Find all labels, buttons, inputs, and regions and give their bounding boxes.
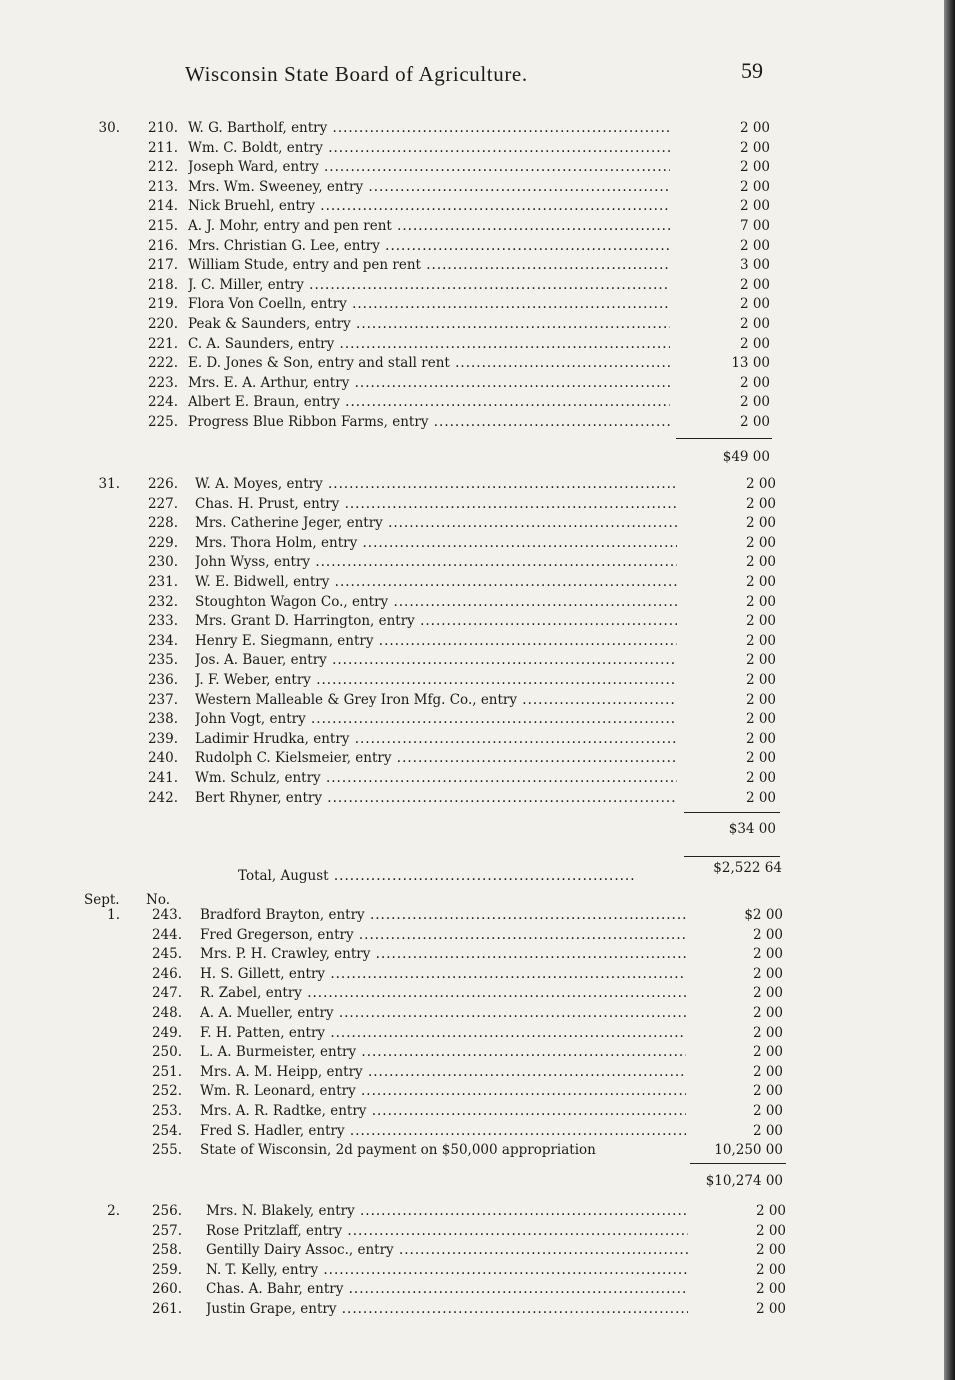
entry-amount: 2 00 <box>755 1261 786 1278</box>
entry-amount: 2 00 <box>745 789 776 806</box>
payer-name: Mrs. Wm. Sweeney, entry ..... <box>188 177 670 197</box>
entry-number: 222. <box>147 355 178 372</box>
payer-name: Peak & Saunders, entry ..... <box>188 314 670 334</box>
entry-amount: 2 00 <box>739 316 770 332</box>
ledger-row <box>0 314 944 334</box>
payer-name: Western Malleable & Grey Iron Mfg. Co., entry ..... <box>195 690 677 710</box>
ledger-row <box>0 788 944 808</box>
entry-number: 248. <box>151 1005 182 1021</box>
entry-amount: 2 00 <box>739 296 770 313</box>
entry-amount: 7 00 <box>739 218 770 234</box>
payer-name: Gentilly Dairy Assoc., entry ..... <box>206 1240 688 1260</box>
total-august-row <box>238 866 678 886</box>
entry-number: 228. <box>147 515 178 532</box>
entry-amount: 2 00 <box>739 120 770 136</box>
ledger-row <box>0 255 944 275</box>
ledger-row <box>0 1101 944 1121</box>
entry-number: 245. <box>151 946 182 963</box>
ledger-row <box>0 1121 944 1141</box>
entry-number: 258. <box>151 1242 182 1259</box>
payer-name: Nick Bruehl, entry ..... <box>188 196 670 216</box>
ledger-row <box>0 392 944 412</box>
entry-number: 242. <box>147 789 178 806</box>
entry-number: 216. <box>147 237 178 254</box>
entry-number: 260. <box>151 1281 182 1298</box>
entry-amount: 2 00 <box>739 276 770 293</box>
total-august-label: Total, August ..... <box>238 868 636 884</box>
ledger-row <box>0 670 944 690</box>
ledger-row <box>0 611 944 631</box>
ledger-row <box>0 373 944 393</box>
entry-number: 237. <box>147 691 178 708</box>
payer-name: Fred S. Hadler, entry ..... <box>200 1121 686 1141</box>
entry-number: 210. <box>147 120 178 136</box>
payer-name: Wm. Schulz, entry ..... <box>195 768 677 788</box>
entry-number: 224. <box>147 394 178 411</box>
entry-amount: 2 00 <box>739 335 770 352</box>
entry-number: 213. <box>147 178 178 195</box>
payer-name: Jos. A. Bauer, entry ..... <box>195 650 677 670</box>
entry-amount: 2 00 <box>745 515 776 532</box>
ledger-row <box>0 983 944 1003</box>
ledger-row <box>0 1140 944 1160</box>
payer-name: Joseph Ward, entry ..... <box>188 157 670 177</box>
day-of-month: 31. <box>98 476 120 492</box>
payer-name: Mrs. P. H. Crawley, entry ..... <box>200 944 686 964</box>
payer-name: State of Wisconsin, 2d payment on $50,000 appropriation <box>200 1142 596 1159</box>
entry-amount: 2 00 <box>745 593 776 610</box>
page-edge <box>944 0 955 1380</box>
day-of-month: 1. <box>107 907 120 923</box>
month-label: Sept. <box>84 892 120 908</box>
ledger-row <box>0 1003 944 1023</box>
entry-amount: 2 00 <box>745 632 776 649</box>
payer-name: Chas. H. Prust, entry ..... <box>195 494 677 514</box>
payer-name: Justin Grape, entry ..... <box>206 1299 688 1319</box>
payer-name: W. E. Bidwell, entry ..... <box>195 572 677 592</box>
entry-number: 261. <box>151 1301 182 1317</box>
entry-amount: 2 00 <box>745 672 776 688</box>
entry-number: 217. <box>147 257 178 274</box>
payer-name: Mrs. A. M. Heipp, entry ..... <box>200 1062 686 1082</box>
entry-amount: 2 00 <box>755 1242 786 1259</box>
subtotal-rule <box>684 812 780 813</box>
ledger-row <box>0 1279 944 1299</box>
entry-number: 240. <box>147 750 178 767</box>
running-head: Wisconsin State Board of Agriculture. <box>185 62 528 86</box>
ledger-row <box>0 118 944 138</box>
ledger-row <box>0 157 944 177</box>
sept-column-header <box>0 890 944 910</box>
payer-name: L. A. Burmeister, entry ..... <box>200 1042 686 1062</box>
total-august-amount: $2,522 64 <box>713 860 782 876</box>
entry-amount: 2 00 <box>739 414 770 430</box>
entry-amount: $2 00 <box>744 907 783 923</box>
entry-amount: 2 00 <box>752 946 783 963</box>
payer-name: Progress Blue Ribbon Farms, entry ..... <box>188 412 670 432</box>
ledger-row <box>0 533 944 553</box>
ledger-row <box>0 729 944 749</box>
payer-name: E. D. Jones & Son, entry and stall rent ..... <box>188 353 670 373</box>
entry-amount: 2 00 <box>739 159 770 176</box>
entry-number: 241. <box>147 770 178 786</box>
entry-amount: 2 00 <box>755 1222 786 1239</box>
entry-amount: 13 00 <box>731 355 770 372</box>
entry-number: 244. <box>151 926 182 943</box>
entry-number: 250. <box>151 1044 182 1061</box>
payer-name: Mrs. Catherine Jeger, entry ..... <box>195 513 677 533</box>
ledger-row <box>0 650 944 670</box>
payer-name: John Vogt, entry ..... <box>195 709 677 729</box>
entry-amount: 2 00 <box>752 1063 783 1080</box>
ledger-row <box>0 631 944 651</box>
ledger-row <box>0 216 944 236</box>
entry-number: 226. <box>147 476 178 492</box>
entry-amount: 2 00 <box>739 178 770 195</box>
ledger-row <box>0 353 944 373</box>
ledger-row <box>0 494 944 514</box>
payer-name: F. H. Patten, entry ..... <box>200 1023 686 1043</box>
subtotal-rule <box>690 1163 786 1164</box>
entry-number: 223. <box>147 374 178 391</box>
entry-amount: 2 00 <box>752 1122 783 1139</box>
entry-amount: 2 00 <box>752 1024 783 1041</box>
payer-name: W. G. Bartholf, entry ..... <box>188 118 670 138</box>
payer-name: William Stude, entry and pen rent ..... <box>188 255 670 275</box>
entry-amount: 2 00 <box>739 237 770 254</box>
payer-name: Wm. R. Leonard, entry ..... <box>200 1081 686 1101</box>
entry-amount: 2 00 <box>745 652 776 669</box>
entry-amount: 2 00 <box>745 476 776 492</box>
entry-amount: 2 00 <box>745 750 776 767</box>
payer-name: Fred Gregerson, entry ..... <box>200 925 686 945</box>
ledger-row <box>0 513 944 533</box>
entry-number: 247. <box>151 985 182 1002</box>
ledger-row <box>0 768 944 788</box>
entry-amount: 3 00 <box>739 257 770 274</box>
entry-amount: 2 00 <box>745 495 776 512</box>
payer-name: J. C. Miller, entry ..... <box>188 275 670 295</box>
entry-amount: 2 00 <box>745 534 776 551</box>
subtotal-rule <box>676 438 772 439</box>
ledger-row <box>0 412 944 432</box>
entry-number: 257. <box>151 1222 182 1239</box>
entry-number: 215. <box>147 218 178 234</box>
entry-amount: 2 00 <box>752 965 783 982</box>
payer-name: Mrs. Grant D. Harrington, entry ..... <box>195 611 677 631</box>
ledger-row <box>0 1221 944 1241</box>
total-rule <box>684 856 780 857</box>
entry-number: 259. <box>151 1261 182 1278</box>
payer-name: Rose Pritzlaff, entry ..... <box>206 1221 688 1241</box>
payer-name: Henry E. Siegmann, entry ..... <box>195 631 677 651</box>
ledger-row <box>0 196 944 216</box>
entry-number: 211. <box>147 139 178 156</box>
payer-name: Bert Rhyner, entry ..... <box>195 788 677 808</box>
ledger-row <box>0 1042 944 1062</box>
payer-name: N. T. Kelly, entry ..... <box>206 1260 688 1280</box>
payer-name: Flora Von Coelln, entry ..... <box>188 294 670 314</box>
entry-number: 233. <box>147 613 178 630</box>
payer-name: W. A. Moyes, entry ..... <box>195 474 677 494</box>
ledger-row <box>0 1299 944 1319</box>
payer-name: Mrs. Thora Holm, entry ..... <box>195 533 677 553</box>
payer-name: A. A. Mueller, entry ..... <box>200 1003 686 1023</box>
page-number: 59 <box>741 58 763 83</box>
payer-name: A. J. Mohr, entry and pen rent ..... <box>188 216 670 236</box>
ledger-row <box>0 552 944 572</box>
payer-name: Wm. C. Boldt, entry ..... <box>188 138 670 158</box>
ledger-row <box>0 177 944 197</box>
ledger-row <box>0 709 944 729</box>
day-of-month: 2. <box>107 1203 120 1219</box>
ledger-row <box>0 275 944 295</box>
group-subtotal: $49 00 <box>722 449 770 465</box>
entry-number: 238. <box>147 711 178 728</box>
ledger-row <box>0 1260 944 1280</box>
entry-amount: 2 00 <box>745 730 776 747</box>
entry-number: 251. <box>151 1063 182 1080</box>
entry-number: 243. <box>151 907 182 923</box>
entry-amount: 2 00 <box>752 985 783 1002</box>
entry-number: 246. <box>151 965 182 982</box>
entry-number: 249. <box>151 1024 182 1041</box>
entry-amount: 2 00 <box>755 1203 786 1219</box>
payer-name: Bradford Brayton, entry ..... <box>200 905 686 925</box>
payer-name: R. Zabel, entry ..... <box>200 983 686 1003</box>
group-subtotal: $10,274 00 <box>705 1173 783 1189</box>
entry-number: 256. <box>151 1203 182 1219</box>
payer-name: Ladimir Hrudka, entry ..... <box>195 729 677 749</box>
entry-amount: 2 00 <box>752 1103 783 1119</box>
entry-number: 214. <box>147 198 178 215</box>
payer-name: Albert E. Braun, entry ..... <box>188 392 670 412</box>
entry-number: 231. <box>147 574 178 590</box>
entry-number: 230. <box>147 554 178 571</box>
payer-name: Mrs. E. A. Arthur, entry ..... <box>188 373 670 393</box>
payer-name: Mrs. A. R. Radtke, entry ..... <box>200 1101 686 1121</box>
entry-amount: 2 00 <box>739 394 770 411</box>
entry-amount: 2 00 <box>745 770 776 786</box>
group-subtotal: $34 00 <box>728 821 776 837</box>
ledger-row <box>0 925 944 945</box>
entry-number: 229. <box>147 534 178 551</box>
entry-number: 219. <box>147 296 178 313</box>
ledger-row <box>0 964 944 984</box>
ledger-row <box>0 1081 944 1101</box>
entry-number: 218. <box>147 276 178 293</box>
ledger-row <box>0 236 944 256</box>
entry-number: 220. <box>147 316 178 332</box>
entry-number: 255. <box>151 1142 182 1159</box>
entry-number: 253. <box>151 1103 182 1119</box>
ledger-row <box>0 474 944 494</box>
entry-amount: 2 00 <box>752 926 783 943</box>
ledger-row <box>0 748 944 768</box>
payer-name: Stoughton Wagon Co., entry ..... <box>195 592 677 612</box>
entry-number: 227. <box>147 495 178 512</box>
entry-amount: 2 00 <box>739 139 770 156</box>
entry-number: 234. <box>147 632 178 649</box>
entry-amount: 2 00 <box>745 554 776 571</box>
entry-number: 254. <box>151 1122 182 1139</box>
entry-amount: 2 00 <box>745 691 776 708</box>
ledger-row <box>0 334 944 354</box>
ledger-row <box>0 138 944 158</box>
entry-amount: 2 00 <box>739 198 770 215</box>
entry-amount: 2 00 <box>745 711 776 728</box>
entry-number: 235. <box>147 652 178 669</box>
payer-name: Mrs. N. Blakely, entry ..... <box>206 1201 688 1221</box>
ledger-row <box>0 1201 944 1221</box>
entry-number: 212. <box>147 159 178 176</box>
ledger-row <box>0 690 944 710</box>
entry-amount: 2 00 <box>755 1301 786 1317</box>
entry-amount: 2 00 <box>745 613 776 630</box>
entry-amount: 2 00 <box>755 1281 786 1298</box>
entry-amount: 2 00 <box>752 1005 783 1021</box>
ledger-row <box>0 1240 944 1260</box>
entry-amount: 2 00 <box>752 1083 783 1100</box>
entry-amount: 2 00 <box>739 374 770 391</box>
day-of-month: 30. <box>98 120 120 136</box>
ledger-row <box>0 294 944 314</box>
ledger-row <box>0 592 944 612</box>
entry-amount: 10,250 00 <box>714 1142 783 1159</box>
entry-number: 225. <box>147 414 178 430</box>
entry-number: 236. <box>147 672 178 688</box>
entry-number: 232. <box>147 593 178 610</box>
entry-number: 221. <box>147 335 178 352</box>
payer-name: C. A. Saunders, entry ..... <box>188 334 670 354</box>
entry-amount: 2 00 <box>745 574 776 590</box>
entry-amount: 2 00 <box>752 1044 783 1061</box>
payer-name: Mrs. Christian G. Lee, entry ..... <box>188 236 670 256</box>
ledger-row <box>0 1023 944 1043</box>
entry-number: 239. <box>147 730 178 747</box>
payer-name: J. F. Weber, entry ..... <box>195 670 677 690</box>
ledger-row <box>0 1062 944 1082</box>
ledger-row <box>0 572 944 592</box>
payer-name: H. S. Gillett, entry ..... <box>200 964 686 984</box>
payer-name: John Wyss, entry ..... <box>195 552 677 572</box>
ledger-row <box>0 944 944 964</box>
number-column-label: No. <box>146 892 170 908</box>
payer-name: Rudolph C. Kielsmeier, entry ..... <box>195 748 677 768</box>
payer-name: Chas. A. Bahr, entry ..... <box>206 1279 688 1299</box>
entry-number: 252. <box>151 1083 182 1100</box>
